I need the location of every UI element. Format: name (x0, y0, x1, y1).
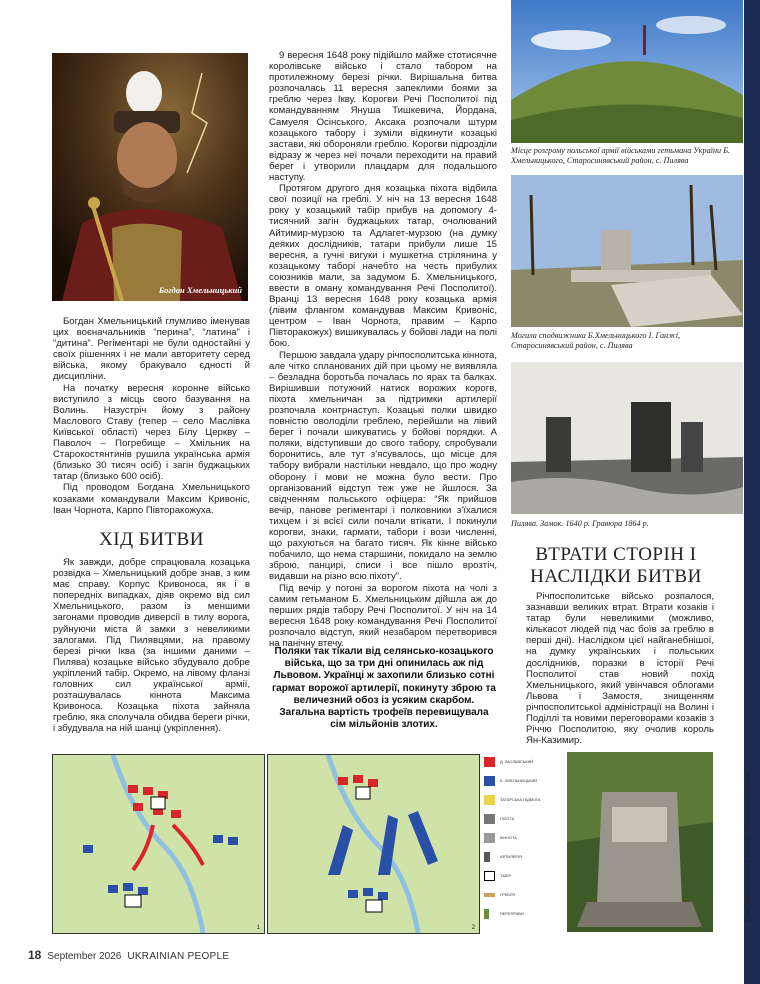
issue-date: September 2026 (47, 951, 122, 962)
magazine-name: UKRAINIAN PEOPLE (127, 951, 230, 962)
legend-item-zaslavsky: Д. ЗАСЛАВСЬКИЙ (484, 757, 538, 769)
left-paragraph-4: Як завжди, добре спрацювала козацька розвідка – Хмельницький добре знав, з ким має справу. Корпус Кривоноса, як і в попередніх випадках, діяв окремо від сил Хмельницького, разом із меншими загонами проводив диверсії в тилу ворога, руйнуючи міста й замки з невеликими залогами. Під Пилявцями, на правому березі річки Іква (за іншими даними – Пилява) козацьке військо збудувало добре укріплений табір. Окремо, на лівому фланзі головних сил української армії, розташувалась кіннота Максима Кривоноса. Козацька піхота зайняла греблю, яка сполучала обидва береги річки, і збудувала на ній шанці (укріплення). (53, 557, 250, 735)
map-1-drawing (53, 755, 264, 933)
legend-item-tatar: ТАТАРСЬКА ПІДМОГА (484, 795, 538, 807)
middle-paragraph-2: Протягом другого дня козацька піхота відбила свої позиції на греблі. У ніч на 13 вересня 1648 року у козацький табір прибув на допомогу 4-тисячний загін буджацьких татар, очолюваний Айтимир-мурзою та Адлагет-мурзою (на думку деяких дослідників, татари прибули лише 15 вересня, а гучні вигуки і мушкетна стрілянина у козацькому таборі начебто на честь прибулих союзників мали, за задумом Б. Хмельницького, ввести в оману командування Речі Посполитої). Вранці 13 вересня 1648 року козацька армія (лівим флангом командував Максим Кривоніс, центром – Іван Чорнота, правим – Карпо Півторакожух) вишикувалась у бойові лади на полі бою. (269, 183, 497, 350)
polish-flag-icon (484, 757, 495, 767)
map-legend (484, 757, 544, 927)
middle-paragraph-1: 9 вересня 1648 року підійшло майже стотисячне королівське військо і стало табором на протилежному березі річки. Вирішальна битва розпочалась 11 вересня запеклими боями за греблю через Ікву. Корогви Речі Посполитої під командуванням Януша Тишкевича, Йордана, Самуеля Осінського, Аксака розпочали штурм козацького табору і зуміли відкинути козацькі застави, які обороняли греблю. Корогви підрозділи відразу ж через неї почали переходити на правий берег і утворили плацдарм для подальшого наступу. (269, 50, 497, 184)
left-column-2 (53, 557, 250, 735)
legend-item-cavalry: КІННОТА (484, 833, 538, 845)
monument-image (567, 752, 713, 932)
middle-column (269, 50, 497, 649)
map-2-drawing (268, 755, 479, 933)
map-2-number: 2 (471, 925, 475, 931)
legend-item-camp: ТАБІР (484, 871, 538, 883)
page-number: 18 (28, 948, 42, 962)
battle-map-1 (52, 754, 265, 934)
middle-paragraph-3: Першою завдала удару річпосполитська кіннота, але чітко спланованих дій при цьому не виявляла – безладна боротьба почалась по ярах та балках. Вирішивши потужний натиск ворожих корогв, піхота хмельничан за підтримки артилерії розпочала контрнаступ. Козацькі полки швидко повністю оволоділи греблею, перейшли на лівий берег і почали шикуватись у бойові порядки. А поляки, відступивши до свого табору, спробували боронитись, але тут з’ясувалось, що місце для табору вибрали настільки невдало, що про жодну оборону і мови не можна було вести. Про організований відступ теж уже не йшлося. За свідченням польського офіцера: “Як прийшов вечір, панове регіментарі і полковники з’їхалися тихцем і зі всієї сили почали втікати. І покинули корогви, знаки, гармати, табори і вози численні, що рахуються на багато тисяч. Як кінне військо побачило, що нема старшини, покидало на землю зброю, панцирі, списи і все пішло врозтіч, видавши на різно всю піхоту”. (269, 349, 497, 583)
left-column (53, 316, 250, 516)
legend-item-infantry: ПІХОТА (484, 814, 538, 826)
left-paragraph-3: Під проводом Богдана Хмельницького козаками командували Максим Кривоніс, Іван Чорнота, Карпо Півторакожуха. (53, 482, 250, 516)
photo-caption-2: Могила сподвижника Б.Хмельницького І. Ганжі, Старосинявський район, с. Пилява (511, 331, 681, 350)
castle-engraving (511, 362, 743, 514)
crossing-icon (484, 909, 489, 919)
cavalry-icon (484, 833, 495, 843)
section-heading-battle: ХІД БИТВИ (99, 529, 204, 550)
dam-icon (484, 893, 495, 897)
middle-paragraph-4: Під вечір у погоні за ворогом піхота на чолі з самим гетьманом Б. Хмельницьким дійшла аж до перших рядів табору Речі Посполитої. У ніч на 14 вересня 1648 року командування Речі Посполитої розпочало відступ, який незабаром перетворився на панічну втечу. (269, 582, 497, 649)
pull-quote: Поляки так тікали від селянсько-козацького війська, що за три дні опинилась аж під Львовом. Українці ж захопили близько сотні гармат ворожої артилерії, покинуту зброю та величезний обоз із усяким скарбом. Загальна вартість трофеїв перевищувала сім мільйонів злотих. (272, 646, 496, 731)
artillery-icon (484, 852, 490, 862)
monument-photo (567, 752, 713, 932)
left-paragraph-1: Богдан Хмельницький глумливо іменував цих воєначальників “перина”, “латина” і “дитина”. Регіментарі не були одностайні у своїх рішеннях і не мали авторитету серед війська, якому бракувало єдності й дисципліни. (53, 316, 250, 383)
battle-map-2 (267, 754, 480, 934)
grave-image (511, 175, 743, 327)
photo-caption-1: Місце розгрому польської армії військами гетьмана України Б. Хмельницького, Старосинявський район, с. Пилява (511, 146, 731, 165)
map-1-number: 1 (256, 925, 260, 931)
hill-image (511, 0, 743, 143)
portrait-image (52, 53, 248, 301)
grave-photo (511, 175, 743, 327)
camp-icon (484, 871, 495, 881)
legend-item-crossing: ПЕРЕПРАВИ (484, 909, 538, 921)
left-paragraph-2: На початку вересня коронне військо виступило з місць свого базування на Волинь. Назустріч йому з району Маслового Ставу (тепер – село Маслівка Київської області) через Білу Церкву – Паволоч – Погребище – Хмільник на Старокостянтинів рушила українська армія (близько 30 тисяч осіб) і загін буджацьких татар (близько 600 осіб). (53, 382, 250, 483)
legend-item-artillery: АРТИЛЕРІЯ (484, 852, 538, 864)
right-column-text (526, 591, 714, 746)
infantry-icon (484, 814, 495, 824)
right-paragraph: Річпосполитське військо розпалося, зазнавши великих втрат. Втрати козаків і татар були невеликими (можливо, кількасот людей під час боїв за греблю в перші дні). Наслідком цієї найганебнішої, на думку українських і польських дослідників, поразки в історії Речі Посполитої став новий похід Хмельницького, який увінчався облогами Львова і Замостя, знищенням річпосполитської адміністрації на Волині і Поділлі та новими переговорами козаків з Річчю Посполитою, яку очолив король Ян-Казимир. (526, 591, 714, 747)
portrait-caption: Богдан Хмельницький (158, 285, 242, 295)
tatar-icon (484, 795, 495, 805)
legend-item-dam: ГРЕБЛЯ (484, 890, 538, 902)
monument-caption: Пам’ятний знак з нагоди Пилявської битви (743, 770, 752, 922)
section-heading-losses: ВТРАТИ СТОРІН І НАСЛІДКИ БИТВИ (530, 544, 702, 587)
cossack-flag-icon (484, 776, 495, 786)
hetman-portrait (52, 53, 248, 301)
photo-caption-3: Пилява. Замок. 1640 р. Гравюра 1864 р. (511, 519, 649, 528)
legend-item-khmelnytsky: Б. ХМЕЛЬНИЦЬКИЙ (484, 776, 538, 788)
battlefield-photo (511, 0, 743, 143)
castle-image (511, 362, 743, 514)
page-footer (28, 948, 229, 962)
